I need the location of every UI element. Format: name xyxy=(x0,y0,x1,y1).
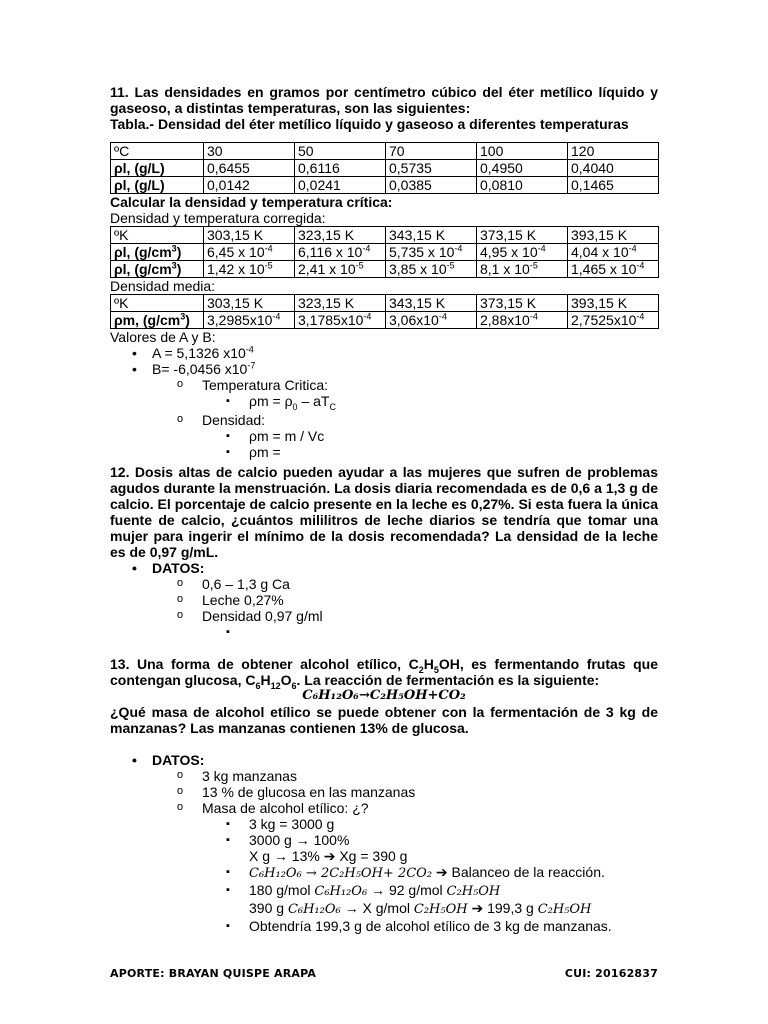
p11-line2: gaseoso, a distintas temperaturas, son las siguientes: xyxy=(110,100,471,116)
table-row xyxy=(111,295,659,312)
table-row xyxy=(111,227,659,244)
table-cell: 393,15 K xyxy=(568,295,659,312)
table-mean-density xyxy=(110,294,659,329)
table-cell: 393,15 K xyxy=(568,227,659,244)
list-item: ▪ $\rho m = \rho_0 - aT_C$ xyxy=(110,393,658,409)
footer xyxy=(110,966,658,982)
table-cell: 0,0142 xyxy=(204,177,295,194)
ab-list xyxy=(110,345,658,460)
list-item: o Densidad 0,97 g/ml xyxy=(110,608,658,624)
table-cell: $2,88x10^{-4}$ xyxy=(477,312,568,329)
p11-line1: 11. Las densidades en gramos por centímetro cúbico del éter metílico líquido y xyxy=(110,84,658,100)
table-cell: 0,1465 xyxy=(568,177,659,194)
p13-q2: manzanas? Las manzanas contienen 13% de glucosa. xyxy=(110,720,469,736)
table-row xyxy=(111,261,659,278)
cui-label: CUI: 20162837 xyxy=(564,967,658,980)
valores-title: Valores de A y B: xyxy=(110,329,216,345)
table-cell: ρl, (g/L) xyxy=(111,177,204,194)
p13-line2: contengan glucosa, $C_6H_{12}O_6$. La reacción de fermentación es la siguiente: xyxy=(110,672,600,691)
p13-line1: 13. Una forma de obtener alcohol etílico, $C_2H_5OH$, es fermentando frutas que xyxy=(110,656,659,675)
table-cell: 4,04 x $10^{-4}$ xyxy=(568,244,659,261)
p12-line: fuente de calcio, ¿cuántos mililitros de leche diarios se tendría que tomar una xyxy=(110,512,658,528)
table-cell: 373,15 K xyxy=(477,227,568,244)
table-row xyxy=(111,143,659,160)
p12-line: agudos durante la menstruación. La dosis diaria recomendada es de 0,6 a 1,3 g de xyxy=(110,480,658,496)
table-cell: 343,15 K xyxy=(386,227,477,244)
table-row xyxy=(111,177,659,194)
list-item: o 0,6 – 1,3 g Ca xyxy=(110,576,658,592)
list-item: ▪ ρm = xyxy=(110,444,658,460)
list-item: ▪ 180 g/mol C₆H₁₂O₆ → 92 g/mol C₂H₅OH xyxy=(110,882,658,900)
table-cell: 0,0810 xyxy=(477,177,568,194)
list-item: o Leche 0,27% xyxy=(110,592,658,608)
p13-data-list xyxy=(110,752,658,934)
table-row xyxy=(111,244,659,261)
list-item: • DATOS: xyxy=(110,560,658,576)
table-cell: ρm, $(g/cm^3)$ xyxy=(111,312,204,329)
table-cell: ρl, $(g/cm^3)$ xyxy=(111,244,204,261)
list-item: o Temperatura Critica: xyxy=(110,377,658,393)
table-cell: 30 xyxy=(204,143,295,160)
p12-line: es de 0,97 g/mL. xyxy=(110,544,219,560)
table-cell: ºK xyxy=(111,227,204,244)
reaction: C₆H₁₂O₆→C₂H₅OH+CO₂ xyxy=(302,688,466,703)
table-cell: ºK xyxy=(111,295,204,312)
p12-line: mujer para ingerir el mínimo de la dosis recomendada? La densidad de la leche xyxy=(110,528,658,544)
list-item: ▪ 3 kg = 3000 g xyxy=(110,816,658,832)
document-page xyxy=(110,84,658,934)
table-cell: 4,95 x $10^{-4}$ xyxy=(477,244,568,261)
list-item: o 3 kg manzanas xyxy=(110,768,658,784)
list-item: o Masa de alcohol etílico: ¿? xyxy=(110,800,658,816)
p12-data-list xyxy=(110,560,658,640)
table-cell: 373,15 K xyxy=(477,295,568,312)
table-cell: $3,2985x10^{-4}$ xyxy=(204,312,295,329)
list-item: ▪ 3000 g → 100% xyxy=(110,832,658,848)
table-temperatures xyxy=(110,142,659,194)
table-cell: ρl, $(g/cm^3)$ xyxy=(111,261,204,278)
table-cell: 50 xyxy=(295,143,386,160)
table-cell: 0,6116 xyxy=(295,160,386,177)
p13-q1: ¿Qué masa de alcohol etílico se puede obtener con la fermentación de 3 kg de xyxy=(110,704,658,720)
table-cell: 0,6455 xyxy=(204,160,295,177)
corr-title: Densidad y temperatura corregida: xyxy=(110,210,326,226)
table-cell: 3,85 x $10^{-5}$ xyxy=(386,261,477,278)
table-cell: 6,45 x $10^{-4}$ xyxy=(204,244,295,261)
list-item: X g → 13% ➔ Xg = 390 g xyxy=(249,848,408,864)
table-row xyxy=(111,160,659,177)
list-item: ▪ ρm = m / Vc xyxy=(110,428,658,444)
list-item: • A = 5,1326 $x10^{-4}$ xyxy=(110,345,658,361)
table-cell: 343,15 K xyxy=(386,295,477,312)
list-item: o Densidad: xyxy=(110,412,658,428)
table-cell: 70 xyxy=(386,143,477,160)
author-label: APORTE: BRAYAN QUISPE ARAPA xyxy=(110,967,317,980)
calc-title: Calcular la densidad y temperatura crítica: xyxy=(110,194,393,210)
table-cell: $2,7525x10^{-4}$ xyxy=(568,312,659,329)
table-cell: ρl, (g/L) xyxy=(111,160,204,177)
table-cell: 0,4950 xyxy=(477,160,568,177)
table-cell: 303,15 K xyxy=(204,295,295,312)
table-title: Tabla.- Densidad del éter metílico líquido y gaseoso a diferentes temperaturas xyxy=(110,116,629,132)
table-cell: 1,465 x $10^{-4}$ xyxy=(568,261,659,278)
list-item xyxy=(110,624,658,640)
list-item: o 13 % de glucosa en las manzanas xyxy=(110,784,658,800)
list-item: 390 g C₆H₁₂O₆ → X g/mol C₂H₅OH ➔ 199,3 g C₂H₅OH xyxy=(249,900,592,917)
list-item: ▪ C₆H₁₂O₆ → 2C₂H₅OH+ 2CO₂ ➔ Balanceo de la reacción. xyxy=(110,864,658,882)
media-title: Densidad media: xyxy=(110,278,216,294)
table-cell: $3,1785x10^{-4}$ xyxy=(295,312,386,329)
table-cell: 323,15 K xyxy=(295,295,386,312)
table-row xyxy=(111,312,659,329)
list-item: • DATOS: xyxy=(110,752,658,768)
table-cell: 0,4040 xyxy=(568,160,659,177)
table-cell: 0,5735 xyxy=(386,160,477,177)
table-cell: ºC xyxy=(111,143,204,160)
table-cell: 120 xyxy=(568,143,659,160)
table-cell: 6,116 x $10^{-4}$ xyxy=(295,244,386,261)
p12-line: calcio. El porcentaje de calcio presente en la leche es 0,27%. Si esta fuera la única xyxy=(110,496,658,512)
table-cell: 1,42 x $10^{-5}$ xyxy=(204,261,295,278)
list-item: ▪ Obtendría 199,3 g de alcohol etílico de 3 kg de manzanas. xyxy=(110,918,658,934)
table-cell: 100 xyxy=(477,143,568,160)
list-item: • B= -6,0456 $x10^{-7}$ xyxy=(110,361,658,377)
table-cell: 0,0241 xyxy=(295,177,386,194)
table-cell: 323,15 K xyxy=(295,227,386,244)
table-cell: $3,06x10^{-4}$ xyxy=(386,312,477,329)
p12-line: 12. Dosis altas de calcio pueden ayudar a las mujeres que sufren de problemas xyxy=(110,464,658,480)
table-cell: 8,1 x $10^{-5}$ xyxy=(477,261,568,278)
table-cell: 303,15 K xyxy=(204,227,295,244)
table-cell: 5,735 x $10^{-4}$ xyxy=(386,244,477,261)
table-cell: 0,0385 xyxy=(386,177,477,194)
table-cell: 2,41 x $10^{-5}$ xyxy=(295,261,386,278)
table-corrected xyxy=(110,226,659,278)
